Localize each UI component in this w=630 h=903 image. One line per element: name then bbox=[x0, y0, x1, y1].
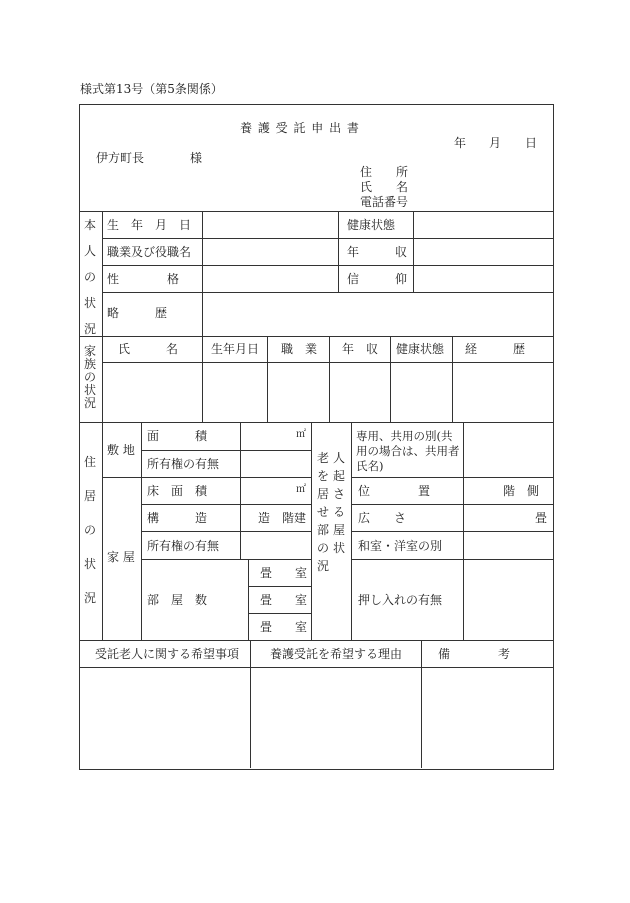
site-area-label: 面 積 bbox=[147, 429, 208, 443]
section-char: 人 bbox=[332, 451, 345, 465]
room-tatami-unit: 畳 bbox=[260, 593, 273, 607]
wishes-field[interactable] bbox=[80, 668, 249, 767]
form-number: 様式第13号（第5条関係） bbox=[80, 82, 223, 96]
religion-field[interactable] bbox=[414, 266, 551, 291]
family-entry-health[interactable] bbox=[391, 363, 451, 421]
residence-section-label bbox=[82, 456, 98, 604]
family-entry-income[interactable] bbox=[330, 363, 389, 421]
section-char: 状 bbox=[83, 557, 96, 571]
house-ownership-field[interactable] bbox=[241, 532, 310, 558]
divider bbox=[141, 504, 311, 505]
shared-use-line: 氏名) bbox=[356, 459, 384, 473]
room-style-field[interactable] bbox=[464, 532, 551, 558]
site-label: 敷 地 bbox=[107, 443, 135, 457]
site-ownership-label: 所有権の有無 bbox=[147, 457, 220, 471]
family-entry-name[interactable] bbox=[103, 363, 201, 421]
section-char: 族 bbox=[83, 357, 96, 371]
shared-use-line: 専用、共用の別(共 bbox=[356, 429, 453, 443]
section-char: 況 bbox=[83, 591, 96, 605]
room-tatami-unit: 畳 bbox=[260, 566, 273, 580]
section-char: 状 bbox=[83, 296, 96, 310]
divider bbox=[102, 422, 103, 640]
section-char: さ bbox=[332, 487, 345, 501]
family-col-birthdate: 生年月日 bbox=[211, 342, 260, 356]
honorific: 様 bbox=[190, 151, 203, 165]
applicant-name-label: 氏 名 bbox=[360, 180, 409, 194]
section-char: を bbox=[316, 469, 329, 483]
elderly-room-label bbox=[315, 452, 348, 572]
remarks-label: 備 考 bbox=[438, 647, 511, 661]
shared-use-line: 用の場合は、共用者 bbox=[356, 444, 460, 458]
applicant-address-label: 住 所 bbox=[360, 165, 409, 179]
section-char: 人 bbox=[83, 244, 96, 258]
date-day: 日 bbox=[525, 136, 538, 150]
reason-field[interactable] bbox=[251, 668, 420, 767]
section-char: 居 bbox=[316, 487, 329, 501]
site-area-unit: ㎡ bbox=[296, 429, 306, 440]
floor-area-label: 床 面 積 bbox=[147, 484, 208, 498]
structure-label: 構 造 bbox=[147, 511, 208, 525]
rooms-label: 部 屋 数 bbox=[147, 593, 208, 607]
section-char: 状 bbox=[83, 383, 96, 397]
birthdate-label: 生 年 月 日 bbox=[107, 218, 192, 232]
date-year: 年 bbox=[454, 136, 467, 150]
site-ownership-field[interactable] bbox=[241, 451, 310, 476]
room-style-label: 和室・洋室の別 bbox=[358, 539, 443, 553]
divider bbox=[79, 640, 553, 641]
floor-side-label: 階 側 bbox=[503, 484, 540, 498]
closet-field[interactable] bbox=[464, 560, 551, 639]
divider bbox=[248, 613, 311, 614]
family-col-occupation: 職 業 bbox=[281, 342, 318, 356]
room-count-unit: 室 bbox=[295, 620, 308, 634]
section-char: 状 bbox=[332, 541, 345, 555]
divider bbox=[248, 586, 311, 587]
section-char: 起 bbox=[332, 469, 345, 483]
structure-value: 造 階建 bbox=[258, 511, 307, 525]
section-char: 老 bbox=[316, 451, 329, 465]
health-label: 健康状態 bbox=[347, 218, 396, 232]
size-label: 広 さ bbox=[358, 511, 407, 525]
personal-section-label bbox=[82, 219, 98, 335]
divider bbox=[351, 477, 553, 478]
family-section-label bbox=[82, 345, 98, 409]
occupation-label: 職業及び役職名 bbox=[107, 245, 192, 259]
addressee: 伊方町長 bbox=[96, 151, 145, 165]
date-month: 月 bbox=[489, 136, 502, 150]
position-label: 位 置 bbox=[358, 484, 431, 498]
section-char: 家 bbox=[83, 344, 96, 358]
section-char: る bbox=[332, 505, 345, 519]
house-label: 家 屋 bbox=[107, 550, 135, 564]
wishes-label: 受託老人に関する希望事項 bbox=[95, 647, 240, 661]
family-col-history: 経 歴 bbox=[465, 342, 526, 356]
section-char: の bbox=[83, 523, 96, 537]
income-label: 年 収 bbox=[347, 245, 408, 259]
tatami-label: 畳 bbox=[535, 511, 548, 525]
applicant-phone-label: 電話番号 bbox=[360, 195, 409, 209]
section-char: 況 bbox=[83, 396, 96, 410]
section-char: 本 bbox=[83, 218, 96, 232]
section-char: 況 bbox=[316, 559, 329, 573]
family-entry-birthdate[interactable] bbox=[203, 363, 266, 421]
history-label: 略 歴 bbox=[107, 306, 168, 320]
form-title: 養 護 受 託 申 出 書 bbox=[240, 121, 360, 135]
section-char: の bbox=[316, 541, 329, 555]
section-char: 住 bbox=[83, 455, 96, 469]
religion-label: 信 仰 bbox=[347, 272, 408, 286]
section-char: の bbox=[83, 270, 96, 284]
divider bbox=[248, 559, 249, 640]
section-char: 屋 bbox=[332, 523, 345, 537]
occupation-field[interactable] bbox=[203, 239, 337, 264]
divider bbox=[351, 504, 553, 505]
family-col-income: 年 収 bbox=[342, 342, 379, 356]
character-label: 性 格 bbox=[107, 272, 180, 286]
section-char: の bbox=[83, 370, 96, 384]
divider bbox=[79, 336, 553, 337]
birthdate-field[interactable] bbox=[203, 212, 337, 237]
shared-use-field[interactable] bbox=[464, 423, 551, 476]
section-char: 況 bbox=[83, 322, 96, 336]
history-field[interactable] bbox=[203, 293, 551, 335]
floor-area-unit: ㎡ bbox=[296, 484, 306, 495]
closet-label: 押し入れの有無 bbox=[358, 593, 443, 607]
section-char: 居 bbox=[83, 489, 96, 503]
reason-label: 養護受託を希望する理由 bbox=[270, 647, 403, 661]
divider bbox=[102, 211, 103, 336]
room-count-unit: 室 bbox=[295, 566, 308, 580]
family-col-health: 健康状態 bbox=[396, 342, 445, 356]
divider bbox=[141, 559, 311, 560]
family-entry-occupation[interactable] bbox=[268, 363, 328, 421]
room-tatami-unit: 畳 bbox=[260, 620, 273, 634]
site-area-field[interactable] bbox=[241, 423, 293, 449]
divider bbox=[338, 211, 339, 292]
house-ownership-label: 所有権の有無 bbox=[147, 539, 220, 553]
divider bbox=[311, 422, 312, 640]
health-field[interactable] bbox=[414, 212, 551, 237]
section-char: 部 bbox=[316, 523, 329, 537]
family-entry-history[interactable] bbox=[453, 363, 551, 421]
floor-area-field[interactable] bbox=[241, 478, 293, 503]
income-field[interactable] bbox=[414, 239, 551, 264]
character-field[interactable] bbox=[203, 266, 337, 291]
section-char: せ bbox=[316, 505, 329, 519]
shared-use-label bbox=[356, 429, 460, 474]
room-count-unit: 室 bbox=[295, 593, 308, 607]
family-col-name: 氏 名 bbox=[118, 342, 179, 356]
remarks-field[interactable] bbox=[422, 668, 551, 767]
